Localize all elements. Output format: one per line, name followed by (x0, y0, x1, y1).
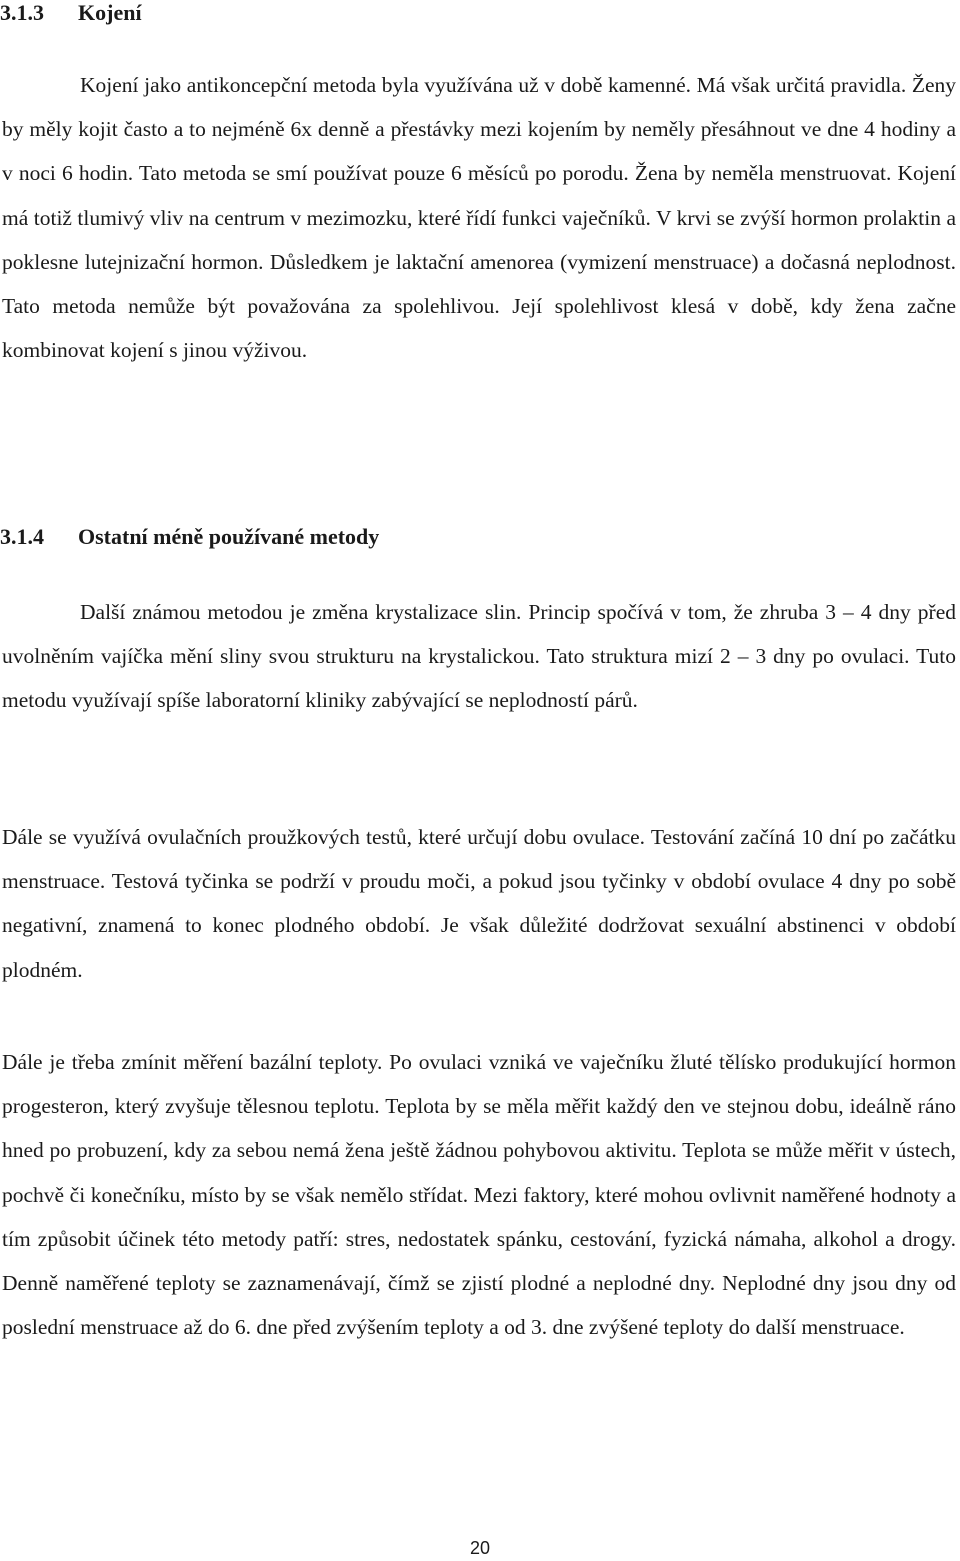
paragraph-bazalni-teplota: Dále je třeba zmínit měření bazální teploty. Po ovulaci vzniká ve vaječníku žluté tělísko produkující hormon progesteron, který zvyšuje tělesnou teplotu. Teplota by se měla měřit každý den ve stejnou dobu, ideálně ráno hned po probuzení, kdy za sebou nemá žena ještě žádnou pohybovou aktivitu. Teplota se může měřit v ústech, pochvě či konečníku, místo by se však nemělo střídat. Mezi faktory, které mohou ovlivnit naměřené hodnoty a tím způsobit účinek této metody patří: stres, nedostatek spánku, cestování, fyzická námaha, alkohol a drogy. Denně naměřené teploty se zaznamenávají, čímž se zjistí plodné a neplodné dny. Neplodné dny jsou dny od poslední menstruace až do 6. dne před zvýšením teploty a od 3. dne zvýšené teploty do další menstruace. (2, 1050, 956, 1340)
paragraph-ovulacni-testy: Dále se využívá ovulačních proužkových testů, které určují dobu ovulace. Testování začíná 10 dní po začátku menstruace. Testová tyčinka se podrží v proudu moči, a pokud jsou tyčinky v období ovulace 4 dny po sobě negativní, znamená to konec plodného období. Je však důležité dodržovat sexuální abstinenci v období plodném. (2, 825, 956, 982)
section-number: 3.1.4 (0, 524, 44, 549)
paragraph-kojeni: Kojení jako antikoncepční metoda byla využívána už v době kamenné. Má však určitá pravidla. Ženy by měly kojit často a to nejméně 6x denně a přestávky mezi kojením by neměly přesáhnout ve dne 4 hodiny a v noci 6 hodin. Tato metoda se smí používat pouze 6 měsíců po porodu. Žena by neměla menstruovat. Kojení má totiž tlumivý vliv na centrum v mezimozku, které řídí funkci vaječníků. V krvi se zvýší hormon prolaktin a poklesne lutejnizační hormon. Důsledkem je laktační amenorea (vymizení menstruace) a dočasná neplodnost. Tato metoda nemůže být považována za spolehlivou. Její spolehlivost klesá v době, kdy žena začne kombinovat kojení s jinou výživou. (2, 73, 956, 363)
page-number: 20 (469, 1538, 491, 1558)
section-number: 3.1.3 (0, 0, 44, 25)
section-title: Kojení (78, 0, 142, 25)
paragraph-krystalizace-slin: Další známou metodou je změna krystalizace slin. Princip spočívá v tom, že zhruba 3 – 4 dny před uvolněním vajíčka mění sliny svou strukturu na krystalickou. Tato struktura mizí 2 – 3 dny po ovulaci. Tuto metodu využívají spíše laboratorní kliniky zabývající se neplodností párů. (2, 600, 956, 713)
section-title: Ostatní méně používané metody (78, 524, 380, 549)
section-heading-ostatni (0, 524, 379, 550)
section-heading-kojeni (0, 0, 142, 26)
